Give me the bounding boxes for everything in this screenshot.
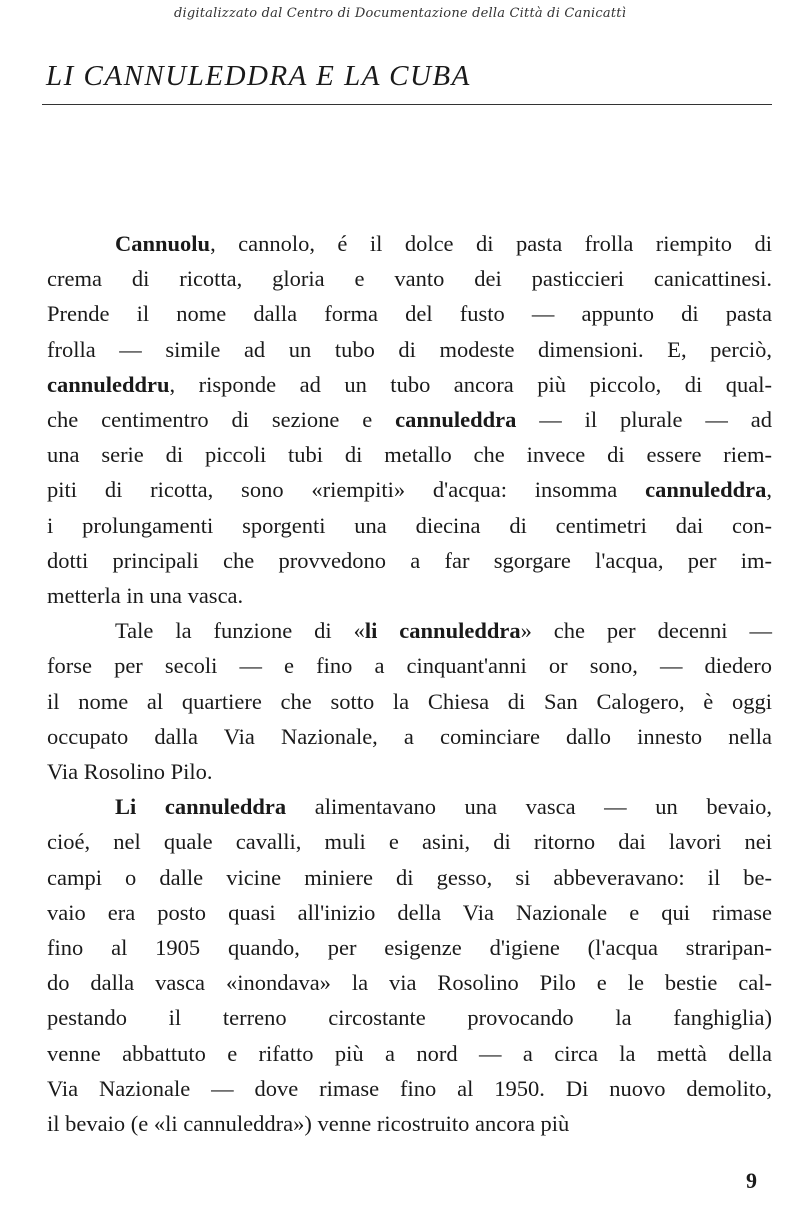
bold-term: cannuleddra (395, 407, 517, 433)
digitization-watermark: digitalizzato dal Centro di Documentazione della Città di Canicattì (173, 6, 627, 21)
text-line (47, 578, 772, 613)
text-run: campi o dalle vicine miniere di gesso, si abbeveravano: il be- (47, 864, 772, 890)
text-run: Tale la funzione di « (115, 618, 365, 644)
text-line (47, 332, 772, 367)
text-line (47, 613, 772, 648)
text-run: do dalla vasca «inondava» la via Rosolino Pilo e le bestie cal- (47, 970, 772, 996)
text-line (47, 1000, 772, 1035)
bold-term: Li cannuleddra (115, 794, 287, 820)
paragraph (47, 789, 772, 1141)
text-line (47, 684, 772, 719)
text-line (47, 930, 772, 965)
text-line (47, 226, 772, 261)
text-line (47, 895, 772, 930)
bold-term: Cannuolu (115, 231, 211, 256)
text-run: frolla — simile ad un tubo di modeste dimensioni. E, perciò, (47, 336, 772, 362)
text-line (47, 367, 772, 402)
text-line (47, 437, 772, 472)
text-run: venne abbattuto e rifatto più a nord — a circa la mettà della (47, 1040, 772, 1066)
chapter-title: LI CANNULEDDRA E LA CUBA (46, 60, 471, 92)
text-line (47, 1036, 772, 1071)
text-run: il bevaio (e «li cannuleddra») venne ricostruito ancora più (47, 1111, 570, 1137)
text-line (47, 789, 772, 824)
text-run: fino al 1905 quando, per esigenze d'igiene (l'acqua straripan- (47, 935, 772, 961)
text-line (47, 402, 772, 437)
text-line (47, 508, 772, 543)
text-run: , cannolo, é il dolce di pasta frolla riempito di (210, 231, 772, 256)
text-run: metterla in una vasca. (47, 583, 244, 609)
paragraph (47, 226, 772, 613)
body-text (47, 226, 772, 1141)
text-line (47, 1071, 772, 1106)
text-run: Via Nazionale — dove rimase fino al 1950. Di nuovo demolito, (47, 1075, 772, 1101)
text-run: piti di ricotta, sono «riempiti» d'acqua: insomma (47, 477, 646, 503)
text-run: occupato dalla Via Nazionale, a cominciare dallo innesto nella (47, 723, 772, 749)
text-line (47, 754, 772, 789)
text-run: i prolungamenti sporgenti una diecina di centimetri dai con- (47, 512, 772, 538)
page-number: 9 (746, 1168, 757, 1193)
text-line (47, 296, 772, 331)
text-run: cioé, nel quale cavalli, muli e asini, di ritorno dai lavori nei (47, 829, 772, 855)
text-line (47, 719, 772, 754)
bold-term: cannuleddra (645, 477, 767, 503)
text-run: » che per decenni — (520, 618, 772, 644)
text-line (47, 472, 772, 507)
text-run: una serie di piccoli tubi di metallo che invece di essere riem- (47, 442, 772, 468)
text-run: Prende il nome dalla forma del fusto — appunto di pasta (47, 301, 772, 327)
text-run: che centimentro di sezione e (47, 407, 396, 433)
text-line (47, 824, 772, 859)
text-line (47, 965, 772, 1000)
text-run: dotti principali che provvedono a far sgorgare l'acqua, per im- (47, 547, 772, 573)
paragraph (47, 613, 772, 789)
text-run: il nome al quartiere che sotto la Chiesa di San Calogero, è oggi (47, 688, 772, 714)
text-line (47, 261, 772, 296)
text-run: Via Rosolino Pilo. (47, 759, 213, 785)
text-line (47, 860, 772, 895)
text-line (47, 648, 772, 683)
bold-term: cannuleddru (47, 371, 170, 397)
text-run: forse per secoli — e fino a cinquant'anni or sono, — diedero (47, 653, 772, 679)
bold-term: li cannuleddra (364, 618, 521, 644)
text-run: vaio era posto quasi all'inizio della Via Nazionale e qui rimase (47, 899, 772, 925)
text-run: pestando il terreno circostante provocando la fanghiglia) (47, 1005, 772, 1031)
text-run: , (766, 477, 772, 503)
text-line (47, 1106, 772, 1141)
text-run: , risponde ad un tubo ancora più piccolo, di qual- (169, 371, 772, 397)
text-line (47, 543, 772, 578)
title-underline-rule (42, 104, 772, 105)
text-run: — il plurale — ad (516, 407, 772, 433)
text-run: alimentavano una vasca — un bevaio, (286, 794, 772, 820)
text-run: crema di ricotta, gloria e vanto dei pasticcieri canicattinesi. (47, 266, 772, 292)
